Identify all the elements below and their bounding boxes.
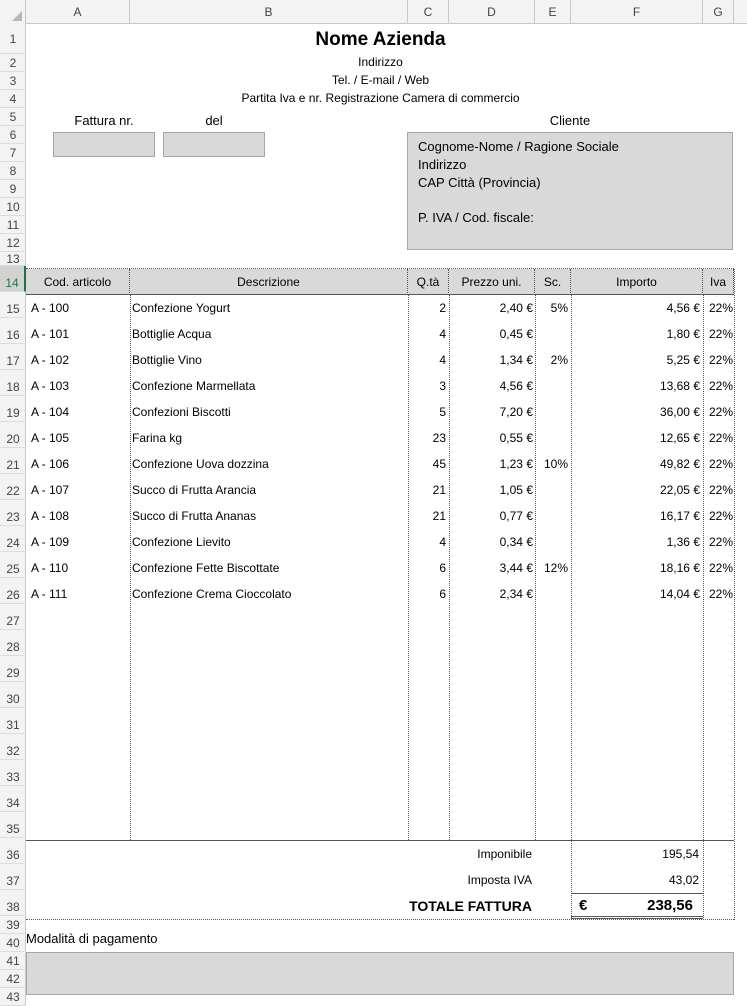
cell-code[interactable]: A - 105 — [31, 431, 70, 445]
payment-label: Modalità di pagamento — [26, 931, 158, 946]
cell-discount[interactable]: 2% — [550, 353, 568, 367]
row-header[interactable]: 19 — [0, 396, 26, 422]
cell-qty[interactable]: 3 — [439, 379, 446, 393]
total-box — [571, 893, 703, 919]
column-header-f[interactable]: F — [571, 0, 703, 24]
vat-value: 43,02 — [668, 873, 699, 887]
total-label: TOTALE FATTURA — [409, 898, 532, 914]
cell-code[interactable]: A - 109 — [31, 535, 70, 549]
company-contacts: Tel. / E-mail / Web — [331, 73, 430, 87]
cell-vat[interactable]: 22% — [708, 353, 733, 367]
cell-qty[interactable]: 4 — [439, 353, 446, 367]
cell-vat[interactable]: 22% — [708, 431, 733, 445]
cell-amount[interactable]: 36,00 € — [659, 405, 700, 419]
row-header[interactable]: 2 — [0, 54, 26, 72]
cell-description[interactable]: Confezione Crema Cioccolato — [132, 587, 292, 601]
client-address: Indirizzo — [418, 157, 467, 172]
cell-qty[interactable]: 21 — [432, 509, 446, 523]
header-code: Cod. articolo — [26, 269, 130, 295]
cell-description[interactable]: Confezione Marmellata — [132, 379, 256, 393]
cell-description[interactable]: Succo di Frutta Ananas — [132, 509, 257, 523]
cell-qty[interactable]: 5 — [439, 405, 446, 419]
row-header[interactable]: 34 — [0, 786, 26, 812]
row-header[interactable]: 41 — [0, 952, 26, 970]
cell-amount[interactable]: 12,65 € — [659, 431, 700, 445]
cell-code[interactable]: A - 107 — [31, 483, 70, 497]
vat-label: Imposta IVA — [467, 873, 532, 887]
row-header[interactable]: 27 — [0, 604, 26, 630]
row-header[interactable]: 17 — [0, 344, 26, 370]
row-header[interactable]: 3 — [0, 72, 26, 90]
client-label: Cliente — [549, 113, 591, 128]
header-description: Descrizione — [130, 269, 408, 295]
cell-price[interactable]: 2,40 € — [499, 301, 533, 315]
total-value: 238,56 — [647, 897, 693, 914]
cell-description[interactable]: Confezione Uova dozzina — [132, 457, 269, 471]
company-address: Indirizzo — [358, 55, 403, 69]
cell-discount[interactable] — [535, 581, 568, 607]
taxable-label: Imponibile — [477, 847, 532, 861]
cell-discount[interactable] — [535, 503, 568, 529]
cell-price[interactable]: 1,34 € — [499, 353, 533, 367]
totals-bottom-border — [26, 919, 734, 920]
cell-qty[interactable]: 21 — [432, 483, 446, 497]
column-header-b[interactable]: B — [130, 0, 408, 24]
cell-code[interactable]: A - 102 — [31, 353, 70, 367]
column-header-d[interactable]: D — [449, 0, 535, 24]
table-top-border — [26, 268, 734, 269]
cell-code[interactable]: A - 110 — [31, 561, 69, 575]
cell-amount[interactable]: 49,82 € — [659, 457, 700, 471]
cell-discount[interactable] — [535, 425, 568, 451]
cell-vat[interactable]: 22% — [708, 535, 733, 549]
cell-price[interactable]: 7,20 € — [499, 405, 533, 419]
cell-amount[interactable]: 22,05 € — [659, 483, 700, 497]
row-header[interactable]: 37 — [0, 864, 26, 890]
row-header[interactable]: 22 — [0, 474, 26, 500]
cell-description[interactable]: Confezione Lievito — [132, 535, 231, 549]
cell-description[interactable]: Bottiglie Acqua — [132, 327, 212, 341]
header-amount: Importo — [571, 269, 703, 295]
row-header[interactable]: 31 — [0, 708, 26, 734]
row-header[interactable]: 21 — [0, 448, 26, 474]
row-header[interactable]: 30 — [0, 682, 26, 708]
row-header[interactable]: 13 — [0, 252, 26, 266]
row-header[interactable]: 39 — [0, 916, 26, 934]
invoice-number-field[interactable] — [53, 132, 155, 157]
column-header-g[interactable]: G — [703, 0, 734, 24]
cell-price[interactable]: 3,44 € — [499, 561, 533, 575]
row-header[interactable]: 12 — [0, 234, 26, 252]
row-header[interactable]: 11 — [0, 216, 26, 234]
header-discount: Sc. — [535, 269, 571, 295]
cell-discount[interactable]: 10% — [543, 457, 568, 471]
cell-qty[interactable]: 2 — [439, 301, 446, 315]
company-name: Nome Azienda — [315, 29, 446, 50]
total-currency: € — [579, 897, 588, 914]
cell-description[interactable]: Succo di Frutta Arancia — [132, 483, 257, 497]
cell-description[interactable]: Bottiglie Vino — [132, 353, 202, 367]
column-header-e[interactable]: E — [535, 0, 571, 24]
cell-code[interactable]: A - 103 — [31, 379, 70, 393]
cell-qty[interactable]: 45 — [432, 457, 446, 471]
cell-discount[interactable]: 5% — [550, 301, 568, 315]
row-header[interactable]: 32 — [0, 734, 26, 760]
row-header[interactable]: 5 — [0, 108, 26, 126]
cell-description[interactable]: Farina kg — [132, 431, 183, 445]
row-header[interactable]: 26 — [0, 578, 26, 604]
column-header-c[interactable]: C — [408, 0, 449, 24]
column-header-a[interactable]: A — [26, 0, 130, 24]
row-header[interactable]: 8 — [0, 162, 26, 180]
table-divider — [130, 295, 131, 840]
cell-code[interactable]: A - 106 — [31, 457, 70, 471]
cell-vat[interactable]: 22% — [708, 483, 733, 497]
cell-amount[interactable]: 16,17 € — [659, 509, 700, 523]
header-price: Prezzo uni. — [449, 269, 535, 295]
cell-vat[interactable]: 22% — [708, 301, 733, 315]
row-header[interactable]: 33 — [0, 760, 26, 786]
cell-amount[interactable]: 1,36 € — [666, 535, 700, 549]
cell-amount[interactable]: 5,25 € — [666, 353, 700, 367]
cell-code[interactable]: A - 104 — [31, 405, 70, 419]
cell-code[interactable]: A - 111 — [31, 587, 68, 601]
cell-discount[interactable] — [535, 477, 568, 503]
cell-price[interactable]: 1,05 € — [499, 483, 533, 497]
taxable-value: 195,54 — [662, 847, 699, 861]
row-header[interactable]: 16 — [0, 318, 26, 344]
row-header[interactable]: 43 — [0, 988, 26, 1006]
cell-amount[interactable]: 14,04 € — [659, 587, 700, 601]
cell-price[interactable]: 1,23 € — [499, 457, 533, 471]
cell-discount[interactable] — [535, 373, 568, 399]
cell-amount[interactable]: 18,16 € — [659, 561, 700, 575]
invoice-number-label: Fattura nr. — [74, 113, 134, 128]
cell-description[interactable]: Confezioni Biscotti — [132, 405, 231, 419]
cell-vat[interactable]: 22% — [708, 405, 733, 419]
cell-qty[interactable]: 4 — [439, 535, 446, 549]
cell-amount[interactable]: 13,68 € — [659, 379, 700, 393]
company-vat-registration: Partita Iva e nr. Registrazione Camera di commercio — [241, 91, 520, 105]
row-header[interactable]: 6 — [0, 126, 26, 144]
cell-price[interactable]: 0,55 € — [499, 431, 533, 445]
row-header[interactable]: 10 — [0, 198, 26, 216]
cell-amount[interactable]: 1,80 € — [666, 327, 700, 341]
column-header-bar — [0, 0, 747, 24]
cell-discount[interactable] — [535, 321, 568, 347]
header-qty: Q.tà — [408, 269, 449, 295]
row-header[interactable]: 14 — [0, 266, 26, 292]
client-box[interactable] — [407, 132, 733, 250]
cell-qty[interactable]: 4 — [439, 327, 446, 341]
cell-code[interactable]: A - 108 — [31, 509, 70, 523]
cell-vat[interactable]: 22% — [708, 457, 733, 471]
cell-discount[interactable]: 12% — [543, 561, 568, 575]
header-vat: Iva — [703, 269, 734, 295]
cell-description[interactable]: Confezione Yogurt — [132, 301, 231, 315]
row-header[interactable]: 24 — [0, 526, 26, 552]
row-header[interactable]: 36 — [0, 838, 26, 864]
row-header[interactable]: 9 — [0, 180, 26, 198]
cell-vat[interactable]: 22% — [708, 509, 733, 523]
cell-price[interactable]: 2,34 € — [499, 587, 533, 601]
invoice-date-label: del — [205, 113, 223, 128]
cell-vat[interactable]: 22% — [708, 587, 733, 601]
cell-vat[interactable]: 22% — [708, 327, 733, 341]
row-header[interactable]: 29 — [0, 656, 26, 682]
invoice-date-field[interactable] — [163, 132, 265, 157]
select-all-corner[interactable] — [0, 0, 26, 24]
client-vat: P. IVA / Cod. fiscale: — [418, 210, 534, 225]
row-header[interactable]: 38 — [0, 890, 26, 916]
cell-description[interactable]: Confezione Fette Biscottate — [132, 561, 280, 575]
row-header[interactable]: 25 — [0, 552, 26, 578]
row-header[interactable]: 4 — [0, 90, 26, 108]
cell-discount[interactable] — [535, 399, 568, 425]
row-header[interactable]: 35 — [0, 812, 26, 838]
row-header[interactable]: 15 — [0, 292, 26, 318]
row-header[interactable]: 18 — [0, 370, 26, 396]
row-header[interactable]: 1 — [0, 24, 26, 54]
row-header[interactable]: 20 — [0, 422, 26, 448]
cell-price[interactable]: 0,77 € — [499, 509, 533, 523]
client-city: CAP Città (Provincia) — [418, 175, 541, 190]
row-header[interactable]: 7 — [0, 144, 26, 162]
row-header[interactable]: 28 — [0, 630, 26, 656]
client-name: Cognome-Nome / Ragione Sociale — [418, 139, 619, 154]
row-header[interactable]: 42 — [0, 970, 26, 988]
cell-discount[interactable] — [535, 529, 568, 555]
row-header[interactable]: 40 — [0, 934, 26, 952]
cell-vat[interactable]: 22% — [708, 561, 733, 575]
cell-price[interactable]: 0,34 € — [499, 535, 533, 549]
cell-vat[interactable]: 22% — [708, 379, 733, 393]
cell-price[interactable]: 0,45 € — [499, 327, 533, 341]
cell-qty[interactable]: 6 — [439, 561, 446, 575]
payment-field[interactable] — [26, 952, 734, 995]
cell-qty[interactable]: 6 — [439, 587, 446, 601]
cell-code[interactable]: A - 100 — [31, 301, 70, 315]
table-divider — [734, 269, 735, 920]
cell-code[interactable]: A - 101 — [31, 327, 70, 341]
cell-qty[interactable]: 23 — [432, 431, 446, 445]
row-header[interactable]: 23 — [0, 500, 26, 526]
cell-price[interactable]: 4,56 € — [499, 379, 533, 393]
row-header-bar — [0, 24, 26, 1006]
cell-amount[interactable]: 4,56 € — [666, 301, 700, 315]
